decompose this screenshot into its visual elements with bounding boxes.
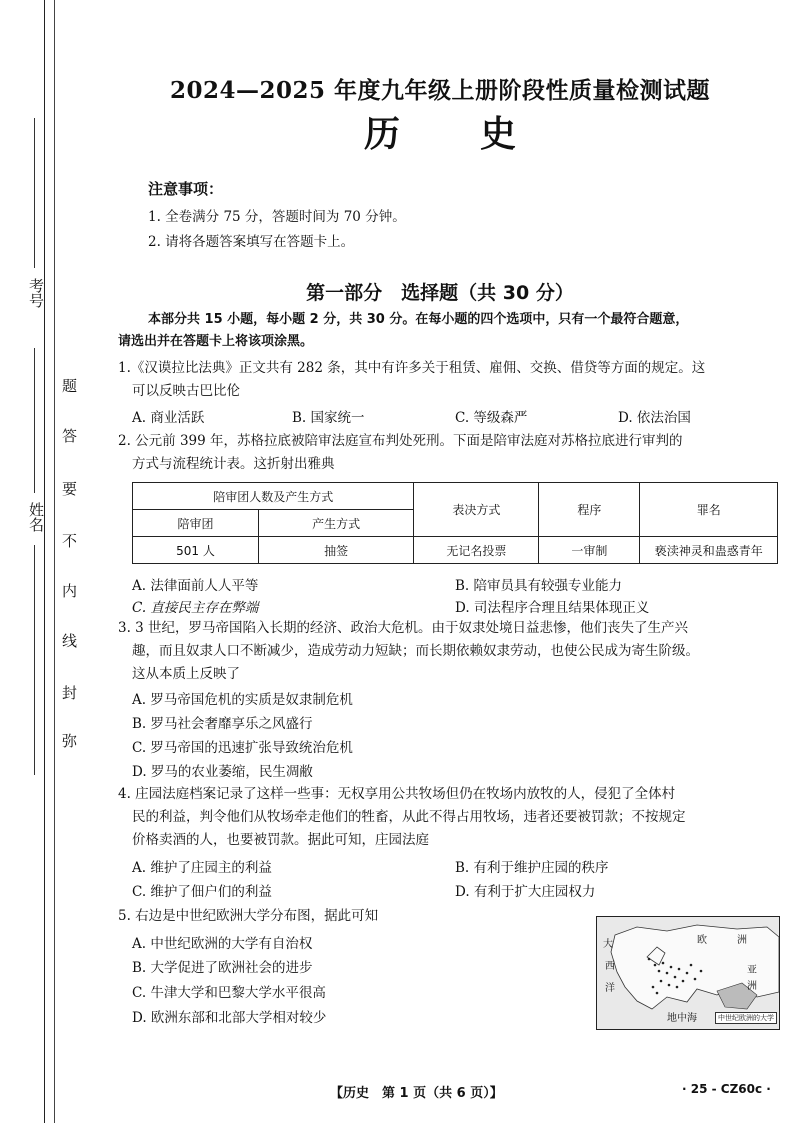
q2-stem-line1: 2. 公元前 399 年，苏格拉底被陪审法庭宣布判处死刑。下面是陪审法庭对苏格拉底进行审判的 bbox=[118, 433, 683, 449]
q2-option-b: B. 陪审员具有较强专业能力 bbox=[455, 578, 623, 594]
q5-option-a: A. 中世纪欧洲的大学有自治权 bbox=[132, 936, 313, 952]
table-header-procedure: 程序 bbox=[539, 483, 640, 537]
jury-table bbox=[132, 482, 778, 564]
q2-option-a: A. 法律面前人人平等 bbox=[132, 578, 259, 594]
table-cell-jury: 501 人 bbox=[133, 537, 259, 564]
seal-char-2: 答 bbox=[62, 427, 78, 445]
notice-heading: 注意事项： bbox=[148, 180, 224, 198]
q4-stem-line3: 价格卖酒的人，也要被罚款。据此可知，庄园法庭 bbox=[132, 832, 429, 848]
table-cell-vote: 无记名投票 bbox=[414, 537, 539, 564]
map-label-mediterranean: 地中海 bbox=[667, 1013, 697, 1024]
map-label-zhou1: 洲 bbox=[737, 935, 747, 946]
q3-stem-line3: 这从本质上反映了 bbox=[132, 666, 240, 682]
table-header-jury: 陪审团 bbox=[133, 510, 259, 537]
q1-option-b: B. 国家统一 bbox=[292, 410, 365, 426]
map-label-ou: 欧 bbox=[697, 935, 707, 946]
table-group-header: 陪审团人数及产生方式 bbox=[133, 483, 414, 510]
map-label-xi: 西 bbox=[605, 961, 615, 972]
seal-char-7: 封 bbox=[62, 684, 78, 702]
page-footer: 【历史 第 1 页（共 6 页）】 bbox=[330, 1086, 503, 1101]
table-header-method: 产生方式 bbox=[258, 510, 413, 537]
map-legend: 中世纪欧洲的大学 bbox=[715, 1012, 777, 1024]
q3-option-a: A. 罗马帝国危机的实质是奴隶制危机 bbox=[132, 692, 353, 708]
q5-option-b: B. 大学促进了欧洲社会的进步 bbox=[132, 960, 313, 976]
q2-option-d: D. 司法程序合理且结果体现正义 bbox=[455, 600, 650, 616]
q4-stem-line2: 民的利益，判令他们从牧场牵走他们的牲畜，从此不得占用牧场，违者还要被罚款；不按规定 bbox=[132, 809, 686, 825]
table-cell-charge: 亵渎神灵和蛊惑青年 bbox=[640, 537, 778, 564]
exam-number-fill-line bbox=[34, 118, 35, 268]
name-label: 姓名 bbox=[27, 502, 45, 532]
notice-item-1: 1. 全卷满分 75 分，答题时间为 70 分钟。 bbox=[148, 209, 406, 225]
q1-option-c: C. 等级森严 bbox=[455, 410, 528, 426]
subject-char-1: 历 bbox=[363, 113, 400, 155]
seal-char-8: 弥 bbox=[62, 732, 78, 750]
q3-stem-line2: 趣，而且奴隶人口不断减少，造成劳动力短缺；而长期依赖奴隶劳动，也使公民成为寄生阶级。 bbox=[132, 643, 699, 659]
name-fill-line bbox=[34, 348, 35, 493]
q1-option-d: D. 依法治国 bbox=[618, 410, 691, 426]
binding-line-inner bbox=[54, 0, 55, 1123]
notice-item-2: 2. 请将各题答案填写在答题卡上。 bbox=[148, 234, 355, 250]
seal-char-5: 内 bbox=[62, 582, 78, 600]
q2-option-c: C. 直接民主存在弊端 bbox=[132, 600, 259, 616]
table-cell-method: 抽签 bbox=[258, 537, 413, 564]
q5-option-c: C. 牛津大学和巴黎大学水平很高 bbox=[132, 985, 326, 1001]
q1-stem-line2: 可以反映古巴比伦 bbox=[132, 383, 240, 399]
table-header-charge: 罪名 bbox=[640, 483, 778, 537]
q5-option-d: D. 欧洲东部和北部大学相对较少 bbox=[132, 1010, 327, 1026]
exam-number-label: 考号 bbox=[27, 278, 45, 308]
q4-option-d: D. 有利于扩大庄园权力 bbox=[455, 884, 596, 900]
q1-stem-line1: 1.《汉谟拉比法典》正文共有 282 条，其中有许多关于租赁、雇佣、交换、借贷等方面的规定。这 bbox=[118, 360, 706, 376]
q4-option-a: A. 维护了庄园主的利益 bbox=[132, 860, 272, 876]
seal-char-4: 不 bbox=[62, 532, 78, 550]
map-label-da: 大 bbox=[603, 939, 613, 950]
q3-option-c: C. 罗马帝国的迅速扩张导致统治危机 bbox=[132, 740, 353, 756]
section-instructions-line2: 请选出并在答题卡上将该项涂黑。 bbox=[118, 334, 314, 349]
section-instructions-line1: 本部分共 15 小题，每小题 2 分，共 30 分。在每小题的四个选项中，只有一个最符合题意， bbox=[148, 312, 689, 327]
seal-char-3: 要 bbox=[62, 480, 78, 498]
binding-line-outer bbox=[44, 0, 45, 1123]
map-label-ya: 亚 bbox=[747, 965, 757, 976]
q1-option-a: A. 商业活跃 bbox=[132, 410, 205, 426]
paper-code: · 25 - CZ60c · bbox=[682, 1082, 771, 1096]
q4-option-b: B. 有利于维护庄园的秩序 bbox=[455, 860, 609, 876]
table-cell-procedure: 一审制 bbox=[539, 537, 640, 564]
map-label-yang: 洋 bbox=[605, 983, 615, 994]
q3-option-d: D. 罗马的农业萎缩，民生凋敝 bbox=[132, 764, 313, 780]
exam-title: 2024—2025 年度九年级上册阶段性质量检测试题 bbox=[169, 77, 711, 104]
seal-char-1: 题 bbox=[62, 377, 78, 395]
table-header-vote: 表决方式 bbox=[414, 483, 539, 537]
q2-stem-line2: 方式与流程统计表。这折射出雅典 bbox=[132, 456, 335, 472]
q3-option-b: B. 罗马社会奢靡享乐之风盛行 bbox=[132, 716, 313, 732]
q5-stem: 5. 右边是中世纪欧洲大学分布图，据此可知 bbox=[118, 908, 379, 924]
seal-char-6: 线 bbox=[62, 632, 78, 650]
map-label-zhou2: 洲 bbox=[747, 981, 757, 992]
europe-university-map bbox=[596, 916, 780, 1030]
seat-fill-line bbox=[34, 545, 35, 775]
q3-stem-line1: 3. 3 世纪，罗马帝国陷入长期的经济、政治大危机。由于奴隶处境日益悲惨，他们丧失了生产兴 bbox=[118, 620, 689, 636]
subject-char-2: 史 bbox=[480, 113, 517, 155]
section-heading: 第一部分 选择题（共 30 分） bbox=[306, 282, 574, 304]
subject-title bbox=[120, 106, 760, 157]
q4-stem-line1: 4. 庄园法庭档案记录了这样一些事：无权享用公共牧场但仍在牧场内放牧的人，侵犯了全体村 bbox=[118, 786, 676, 802]
q4-option-c: C. 维护了佃户们的利益 bbox=[132, 884, 272, 900]
